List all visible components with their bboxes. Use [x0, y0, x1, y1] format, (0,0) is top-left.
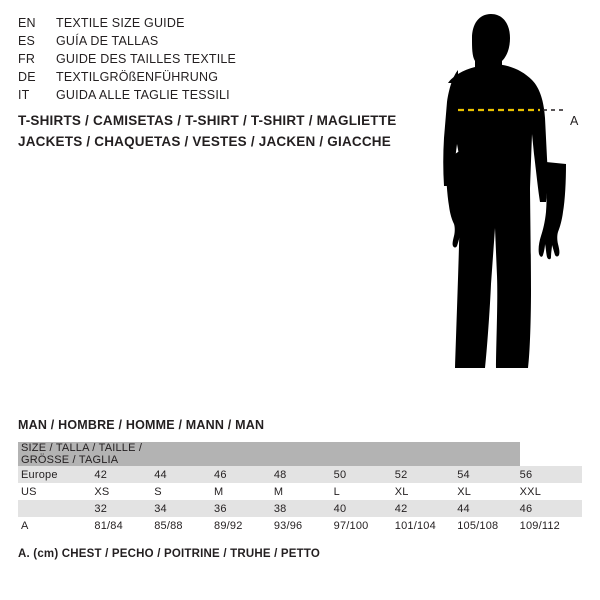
table-cell: 36: [214, 500, 274, 517]
section-label-man: MAN / HOMBRE / HOMME / MANN / MAN: [18, 418, 265, 432]
table-cell: 42: [395, 500, 457, 517]
table-cell: 93/96: [274, 517, 334, 534]
table-cell: 109/112: [520, 517, 582, 534]
table-cell: 44: [154, 466, 214, 483]
language-code: FR: [18, 52, 36, 66]
table-cell: 34: [154, 500, 214, 517]
table-cell: XL: [457, 483, 519, 500]
table-cell: S: [154, 483, 214, 500]
language-text: TEXTILGRÖßENFÜHRUNG: [56, 70, 219, 84]
table-row: [18, 500, 582, 517]
row-label: US: [18, 483, 94, 500]
table-cell: 56: [520, 466, 582, 483]
table-cell: 32: [94, 500, 154, 517]
table-cell: 81/84: [94, 517, 154, 534]
table-header-label: SIZE / TALLA / TAILLE / GRÖSSE / TAGLIA: [18, 442, 154, 466]
table-cell: 40: [334, 500, 395, 517]
table-cell: M: [274, 483, 334, 500]
category-line-jackets: JACKETS / CHAQUETAS / VESTES / JACKEN / GIACCHE: [18, 134, 391, 149]
table-cell: L: [334, 483, 395, 500]
table-cell: 46: [214, 466, 274, 483]
footnote-chest-measure: A. (cm) CHEST / PECHO / POITRINE / TRUHE / PETTO: [18, 548, 321, 560]
table-row: [18, 483, 582, 500]
language-text: TEXTILE SIZE GUIDE: [56, 16, 185, 30]
language-code: EN: [18, 16, 36, 30]
language-row: [18, 34, 378, 52]
table-cell: 52: [395, 466, 457, 483]
table-cell: 42: [94, 466, 154, 483]
size-table: [18, 442, 582, 534]
row-label: [18, 500, 94, 517]
category-line-tshirts: T-SHIRTS / CAMISETAS / T-SHIRT / T-SHIRT / MAGLIETTE: [18, 113, 397, 128]
table-cell: 89/92: [214, 517, 274, 534]
table-cell: M: [214, 483, 274, 500]
male-silhouette-icon: [400, 10, 600, 410]
row-label: A: [18, 517, 94, 534]
table-cell: 101/104: [395, 517, 457, 534]
table-cell: 50: [334, 466, 395, 483]
table-cell: XL: [395, 483, 457, 500]
table-cell: 54: [457, 466, 519, 483]
chest-measure-label: A: [570, 114, 579, 128]
language-row: [18, 52, 378, 70]
table-cell: 38: [274, 500, 334, 517]
table-cell: 44: [457, 500, 519, 517]
table-cell: XXL: [520, 483, 582, 500]
category-block: [18, 110, 418, 152]
table-cell: 85/88: [154, 517, 214, 534]
table-row: [18, 466, 582, 483]
language-text: GUIDA ALLE TAGLIE TESSILI: [56, 88, 230, 102]
language-code: DE: [18, 70, 36, 84]
table-row: [18, 517, 582, 534]
table-cell: 97/100: [334, 517, 395, 534]
table-header-row: [18, 442, 582, 466]
table-cell: 105/108: [457, 517, 519, 534]
language-row: [18, 88, 378, 106]
language-text: GUIDE DES TAILLES TEXTILE: [56, 52, 237, 66]
table-cell: 46: [520, 500, 582, 517]
row-label: Europe: [18, 466, 94, 483]
table-cell: XS: [94, 483, 154, 500]
table-cell: 48: [274, 466, 334, 483]
language-header-block: [18, 16, 378, 106]
figure-illustration: [400, 10, 600, 410]
language-code: IT: [18, 88, 30, 102]
language-row: [18, 16, 378, 34]
language-row: [18, 70, 378, 88]
language-code: ES: [18, 34, 36, 48]
language-text: GUÍA DE TALLAS: [56, 34, 159, 48]
